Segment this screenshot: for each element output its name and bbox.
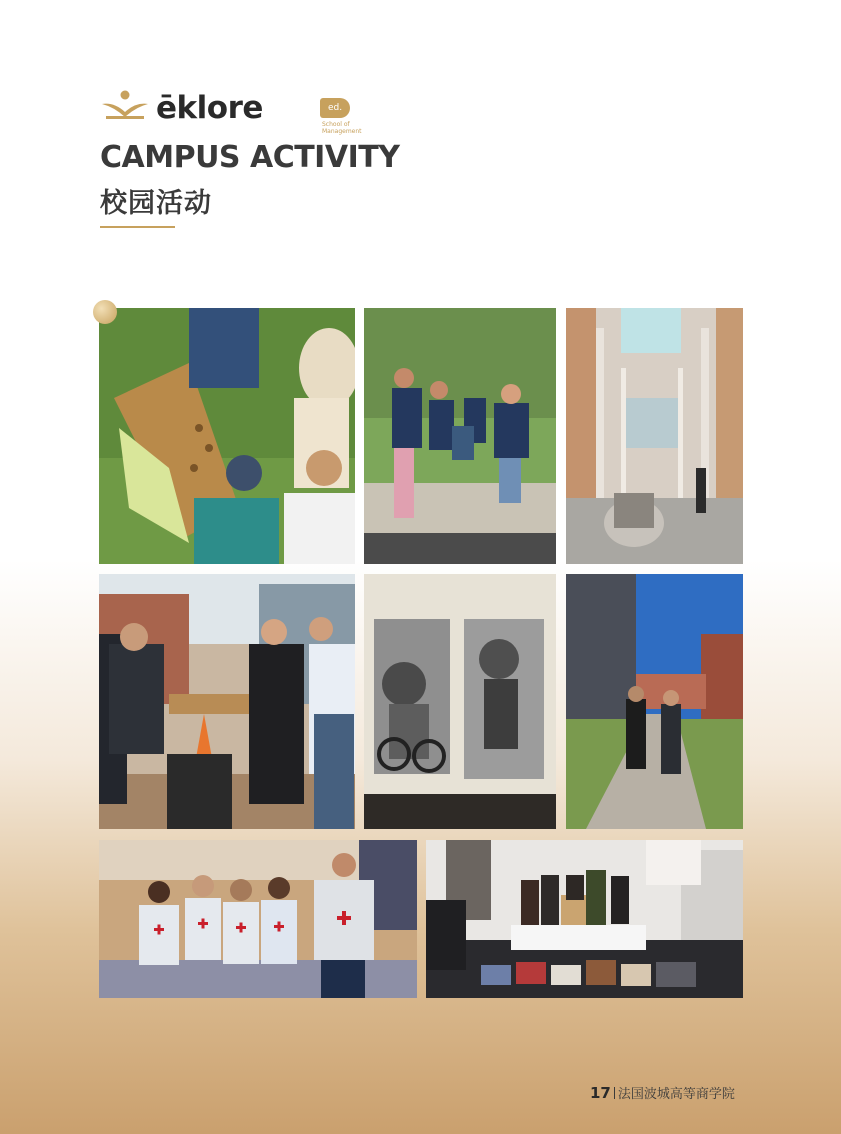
photo-red-cross-volunteers (99, 840, 417, 998)
photo-campus-walkway (566, 574, 743, 829)
logo-mark-icon (100, 90, 150, 120)
photo-outdoor-board-game (99, 308, 355, 564)
brand-logo (100, 90, 380, 138)
footer-separator (614, 1087, 615, 1099)
title-underline (100, 226, 175, 228)
page-title-en: CAMPUS ACTIVITY (100, 140, 400, 175)
decorative-corner-dot (93, 300, 117, 324)
photo-cycling-posters (364, 574, 556, 829)
footer-school-name: 法国波城高等商学院 (617, 1087, 735, 1102)
page-number: 17 (590, 1084, 611, 1102)
page-title-cn: 校园活动 (100, 188, 212, 219)
brand-badge: ed. (320, 98, 350, 118)
photo-running-race (364, 308, 556, 564)
page-footer (590, 1083, 735, 1102)
brand-wordmark: ēklore (156, 90, 263, 126)
photo-students-outdoor-stand (99, 574, 355, 829)
brand-subline: School of Management (322, 121, 362, 135)
photo-campus-atrium (566, 308, 743, 564)
photo-clothing-drive (426, 840, 743, 998)
